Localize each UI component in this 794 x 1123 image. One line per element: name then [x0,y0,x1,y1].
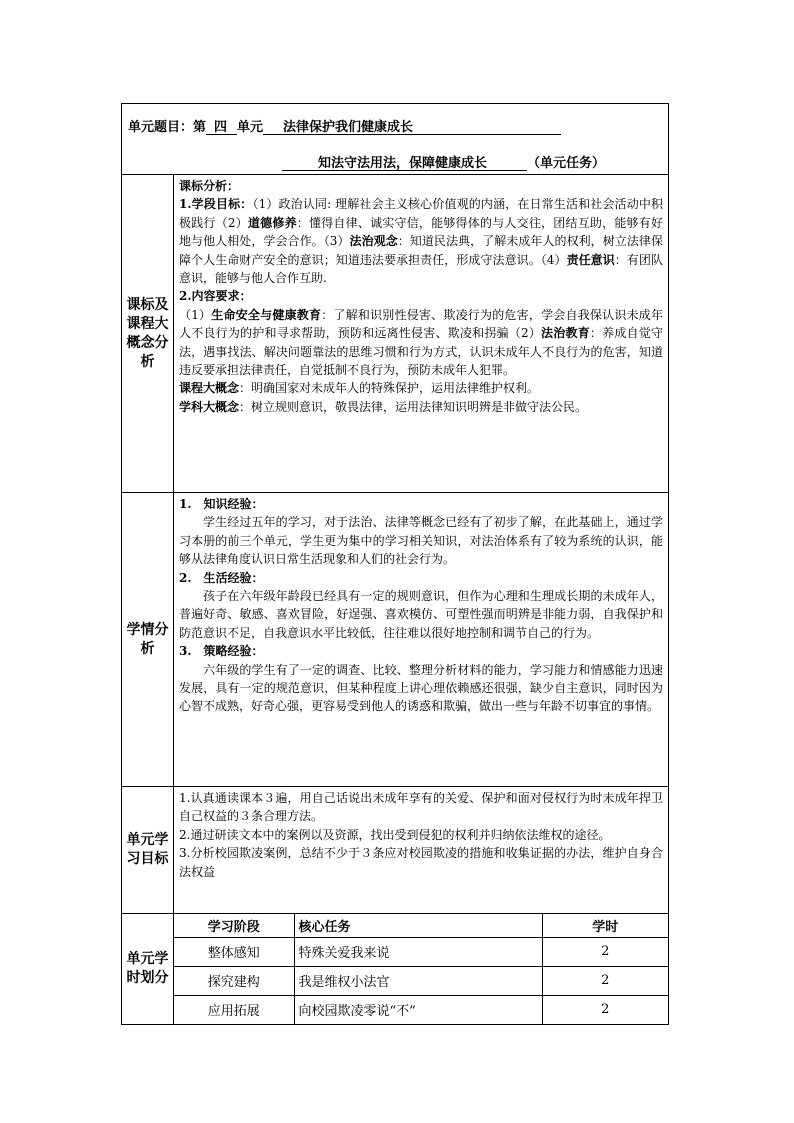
curriculum-heading: 课标分析： [179,179,240,193]
content-bold-b: 生命安全与健康教育 [211,307,322,322]
stage-goal-label: 1.学段目标： [179,197,253,212]
unit-task-suffix: （单元任务） [527,156,606,171]
task-cell: 向校园欺凌零说“不” [294,995,542,1024]
schedule-row [122,914,669,1025]
knowledge-label: 1. 知识经验： [179,497,264,511]
objectives-row [122,787,669,914]
task-cell: 我是维权小法官 [294,966,542,995]
content-requirements-label: 2.内容要求： [179,289,252,304]
unit-task: 知法守法用法，保障健康成长 [318,156,488,171]
content-text-c: ：了解和识别性侵害、欺凌行为的危害，学会自我保认识未成年人不良行为的护和寻求帮助，预防和远离性侵害、欺凌和拐骗（2） [179,307,663,341]
analysis-content [174,493,669,787]
unit-title-prefix: 单元题目：第 [128,120,207,135]
content-requirements-paragraph [179,306,663,380]
goal-text-e: ：知道民法典，了解未成年人的权利，树立法律保障个人生命财产安全的意识；知道违法要承担责任，形成守法意识。（4） [179,234,663,267]
course-concept [179,379,663,397]
strategy-label: 3. 策略经验： [179,644,264,659]
title-row [122,104,669,175]
goal-bold-b: 道德修养 [247,215,297,230]
task-cell: 特殊关爱我来说 [294,937,542,966]
unit-word: 单元 [237,120,264,135]
strategy-text: 六年级的学生有了一定的调查、比较、整理分析材料的能力，学习能力和情感能力迅速发展，具有一定的规范意识，但某种程度上讲心理依赖感还很强，缺少自主意识，同时因为心智不成熟，好奇心强，更容易受到他人的诱惑和欺骗，做出一些与年龄不切事宜的事情。 [179,662,663,714]
goal-bold-d: 法治观念 [349,234,398,249]
schedule-header-stage: 学习阶段 [207,919,260,935]
schedule-header-hours: 学时 [542,914,668,937]
life-label: 2. 生活经验： [179,570,264,585]
curriculum-label: 课标及课程大概念分析 [122,175,174,493]
course-concept-label: 课程大概念 [179,381,240,396]
hours-cell: 2 [542,966,668,995]
analysis-row [122,493,669,787]
unit-task-line [282,152,605,171]
life-text: 孩子在六年级年龄段已经具有一定的规则意识，但作为心理和生理成长期的未成年人，普遍好奇、敏感、喜欢冒险，好逞强、喜欢模仿、可塑性强而明辨是非能力弱，自我保护和防范意识不足，自我意识水平比较低，往往难以很好地控制和调节自己的行为。 [179,589,663,640]
curriculum-content [174,175,669,493]
objectives-content [174,787,669,914]
content-bold-d: 法治教育 [541,326,590,341]
goal-text-c: ：懂得自律、诚实守信，能够得体的与人交往，团结互助，能够有好地与他人相处，学会合作。（3） [179,215,663,249]
title-cell [122,104,669,175]
table-row [174,937,668,966]
curriculum-row [122,175,669,493]
objective-item: 2.通过研读文本中的案例以及资源，找出受到侵犯的权利并归纳依法维权的途径。 [179,827,611,842]
goal-bold-f: 责任意识 [566,252,615,267]
schedule-label: 单元学时划分 [122,914,174,1025]
objective-item: 3.分析校园欺凌案例，总结不少于３条应对校园欺凌的措施和收集证据的办法，维护自身合法权益 [179,846,663,879]
hours-cell: 2 [542,937,668,966]
schedule-header-row [174,914,668,937]
unit-plan-table [121,103,669,1025]
stage-cell: 应用拓展 [174,995,294,1024]
schedule-table [174,914,668,1024]
stage-cell: 整体感知 [174,937,294,966]
schedule-header-task: 核心任务 [294,914,542,937]
content-text-e: ：养成自觉守法，遇事找法、解决问题靠法的思维习惯和行为方式，认识未成年人不良行为的危害，知道违反要承担法律责任，自觉抵制不良行为，预防未成年人犯罪。 [179,326,663,378]
objectives-label: 单元学习目标 [122,787,174,914]
unit-title-line [128,116,561,135]
content-text-a: （1） [179,307,212,322]
unit-number: 四 [214,120,228,135]
subject-concept [179,398,663,416]
subject-concept-text: ：树立规则意识，敬畏法律，运用法律知识明辨是非做守法公民。 [239,399,588,414]
unit-name: 法律保护我们健康成长 [283,120,414,135]
knowledge-text: 学生经过五年的学习，对于法治、法律等概念已经有了初步了解，在此基础上，通过学习本册的前三个单元，学生更为集中的学习相关知识，对法治体系有了较为系统的认识，能够从法律角度认识日常生活现象和人们的社会行为。 [179,515,663,567]
stage-goal-paragraph [179,195,663,287]
goal-text-a: （1）政治认同: 理解社会主义核心价值观的内涵，在日常生活和社会活动中积极践行（2） [179,197,664,230]
goal-text-g: ：有团队意识，能够与他人合作互助. [179,252,663,286]
objective-item: 1.认真通读课本３遍，用自己话说出未成年享有的关爱、保护和面对侵权行为时未成年捍卫自己权益的３条合理方法。 [179,791,663,824]
table-row [174,966,668,995]
table-row [174,995,668,1024]
analysis-label: 学情分析 [122,493,174,787]
schedule-cell [174,914,669,1025]
stage-cell: 探究建构 [174,966,294,995]
hours-cell: 2 [542,995,668,1024]
subject-concept-label: 学科大概念 [179,399,240,414]
course-concept-text: ：明确国家对未成年人的特殊保护，运用法律维护权利。 [239,381,540,396]
